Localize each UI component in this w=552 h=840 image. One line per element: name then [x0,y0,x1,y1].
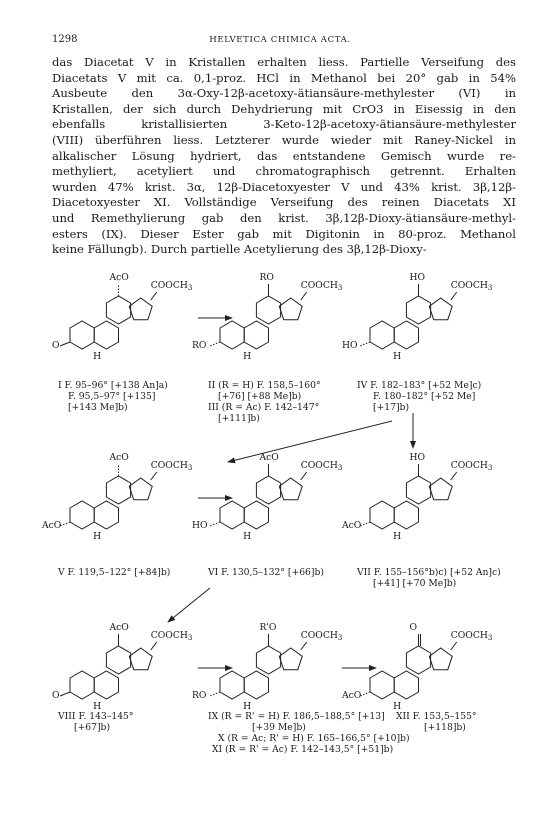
text-line: Kristallen, der sich durch Dehydrierung mit CrO3 in Eisessig in den [52,101,516,116]
ring-c [256,476,280,504]
c3-bond [60,692,70,696]
ring-a [220,501,244,529]
page-number: 1298 [52,34,78,45]
c12-substituent-label: AcO [109,452,129,463]
caption-compound-vii: [+41] [+70 Me]b) [373,578,457,589]
ring-c [106,476,130,504]
ring-c [256,646,280,674]
ring-b [244,501,268,529]
ring-d [429,298,452,320]
c17-substituent-label: $COOCH_3$ [300,460,343,472]
ring-b [244,321,268,349]
ring-a [70,501,94,529]
c3-substituent-label: RO [192,690,207,701]
ring-a [70,671,94,699]
ring-c [406,646,430,674]
caption-compound-iii: III (R = Ac) F. 142–147° [208,402,320,413]
text-line: keine Fällungb). Durch partielle Acetylierung des 3β,12β-Dioxy- [52,242,427,257]
caption-compound-iii: [+111]b) [218,413,260,424]
text-line: das Diacetat V in Kristallen erhalten liess. Partielle Verseifung des [52,55,516,69]
text-line: Diacetoxyester XI. Vollständige Verseifung des reinen Diacetats XI [52,195,516,210]
text-line: und Remethylierung gab den krist. 3β,12β-Dioxy-ätiansäure-methyl- [52,210,516,225]
reaction-arrow-ii-v [228,421,392,462]
text-line: Diacetats V mit ca. 0,1-proz. HCl in Methanol bei 20° gab in 54% [52,70,516,85]
c3-substituent-label: HO [192,520,208,531]
ring-c [106,296,130,324]
c12-substituent-label: HO [409,272,426,283]
caption-compound-ii: II (R = H) F. 158,5–160° [208,380,321,391]
ring-d [279,478,302,500]
ring-d [429,648,452,670]
ring-a [370,671,394,699]
c3-substituent-label: AcO [42,520,62,531]
ring-c [256,296,280,324]
caption-compound-i: I F. 95–96° [+138 An]a) [58,380,168,391]
ring-c [406,296,430,324]
caption-compound-xi: XI (R = R' = Ac) F. 142–143,5° [+51]b) [212,744,394,755]
ring-b [94,501,118,529]
c17-substituent-label: $COOCH_3$ [150,630,193,642]
c3-bond [60,342,70,346]
text-line: Ausbeute den 3α-Oxy-12β-acetoxy-ätiansäure-methylester (VI) in [52,86,516,101]
c5-hydrogen-label: H [243,701,252,712]
c5-hydrogen-label: H [93,701,102,712]
caption-compound-xii: XII F. 153,5–155° [396,711,477,722]
c17-substituent-label: $COOCH_3$ [150,280,193,292]
text-line: wurden 47% krist. 3α, 12β-Diacetoxyester V und 43% krist. 3β,12β- [52,179,516,194]
c3-bond [210,342,220,346]
ring-c [106,646,130,674]
c12-substituent-label: O [409,622,418,633]
ring-d [129,298,152,320]
caption-compound-vii: VII F. 155–156°b)c) [+52 An]c) [357,567,501,578]
c3-bond [60,522,70,526]
ring-d [279,298,302,320]
ring-b [394,501,418,529]
reaction-arrow-vi-viii [168,588,210,622]
caption-compound-i: F. 95,5–97° [+135] [68,391,156,402]
c12-substituent-label: AcO [109,272,129,283]
text-line: alkalischer Lösung hydriert, das entstandene Gemisch wurde re- [52,148,516,163]
c5-hydrogen-label: H [243,531,252,542]
ring-d [429,478,452,500]
c17-substituent-label: $COOCH_3$ [300,280,343,292]
caption-compound-ii: [+76] [+88 Me]b) [218,391,302,402]
caption-compound-i: [+143 Me]b) [68,402,128,413]
ring-a [220,321,244,349]
c5-hydrogen-label: H [393,351,402,362]
caption-compound-iv: [+17]b) [373,402,410,413]
c5-hydrogen-label: H [93,351,102,362]
c12-substituent-label: AcO [109,622,129,633]
ring-b [394,321,418,349]
ring-d [279,648,302,670]
c3-bond [360,522,370,526]
c12-substituent-label: R'O [259,622,277,633]
caption-compound-v: V F. 119,5–122° [+84]b) [58,567,171,578]
ring-b [94,321,118,349]
caption-compound-viii: VIII F. 143–145° [58,711,134,722]
c3-substituent-label: O [52,690,60,701]
c3-substituent-label: AcO [342,520,362,531]
ring-a [70,321,94,349]
c5-hydrogen-label: H [393,531,402,542]
c3-substituent-label: O [52,340,60,351]
c3-substituent-label: HO [342,340,358,351]
c3-bond [360,692,370,696]
caption-compound-iv: IV F. 182–183° [+52 Me]c) [357,380,482,391]
c12-substituent-label: HO [409,452,426,463]
c3-bond [360,342,370,346]
caption-compound-iv: F. 180–182° [+52 Me] [373,391,476,402]
c3-substituent-label: RO [192,340,207,351]
text-line: ebenfalls kristallisierten 3-Keto-12β-acetoxy-ätiansäure-methylester [52,117,516,132]
ring-a [370,501,394,529]
c5-hydrogen-label: H [93,531,102,542]
c17-substituent-label: $COOCH_3$ [150,460,193,472]
ring-d [129,478,152,500]
text-line: (VIII) überführen liess. Letzterer wurde wieder mit Raney-Nickel in [52,132,516,147]
c5-hydrogen-label: H [393,701,402,712]
caption-compound-xii: [+118]b) [424,722,466,733]
c12-substituent-label: AcO [259,452,279,463]
caption-compound-vi: VI F. 130,5–132° [+66]b) [208,567,324,578]
ring-d [129,648,152,670]
c3-substituent-label: AcO [342,690,362,701]
caption-compound-viii: [+67]b) [74,722,111,733]
c3-bond [210,522,220,526]
c5-hydrogen-label: H [243,351,252,362]
caption-compound-ix: IX (R = R' = H) F. 186,5–188,5° [+13] [208,711,385,722]
c17-substituent-label: $COOCH_3$ [450,630,493,642]
caption-compound-x: X (R = Ac; R' = H) F. 165–166,5° [+10]b) [218,733,410,744]
c3-bond [210,692,220,696]
c12-substituent-label: RO [259,272,274,283]
caption-compound-ix: [+39 Me]b) [252,722,306,733]
text-line: esters (IX). Dieser Ester gab mit Digitonin in 80-proz. Methanol [52,226,516,241]
ring-a [370,321,394,349]
ring-b [94,671,118,699]
c17-substituent-label: $COOCH_3$ [450,280,493,292]
c17-substituent-label: $COOCH_3$ [450,460,493,472]
ring-b [394,671,418,699]
journal-title: HELVETICA CHIMICA ACTA. [209,35,351,45]
text-line: methyliert, acetyliert und chromatographisch getrennt. Erhalten [52,164,516,179]
ring-a [220,671,244,699]
ring-b [244,671,268,699]
ring-c [406,476,430,504]
c17-substituent-label: $COOCH_3$ [300,630,343,642]
